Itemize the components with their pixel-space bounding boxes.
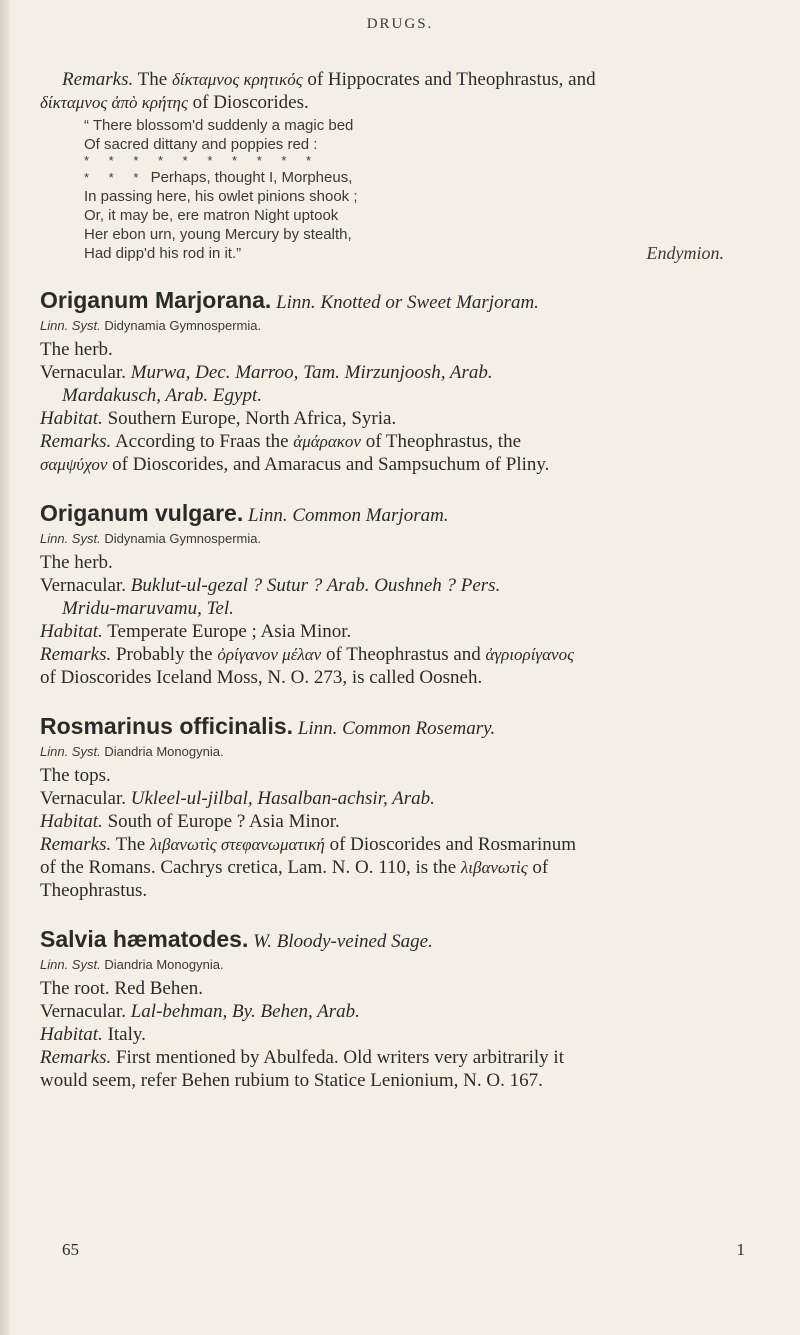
- greek-term: λιβανωτὶς στεφανωματική: [149, 835, 325, 854]
- greek-term: σαμψύχον: [40, 455, 108, 474]
- greek-term: δίκταμνος ἀπὸ κρήτης: [40, 93, 188, 112]
- intro-remarks: Remarks. The δίκταμνος κρητικός of Hippocrates and Theophrastus, and δίκταμνος ἀπὸ κρήτης of Dioscorides. “ There blossom'd suddenly a magic bed Of sacred dittany and poppies red : * * * * * * * * * * * * * Perhaps, thought I, Morpheus, In passing here, his owlet pinions shook ; Or, it may be, ere matron Night uptook Her ebon urn, young Mercury by stealth, Had dipp'd his rod in it.” Endymion.: [40, 68, 775, 263]
- entry-origanum-marjorana: Origanum Marjorana. Linn. Knotted or Sweet Marjoram. Linn. Syst. Didynamia Gymnospermia. The herb. Vernacular. Murwa, Dec. Marroo, Tam. Mirzunjoosh, Arab. Mardakusch, Arab. Egypt. Habitat. Southern Europe, North Africa, Syria. Remarks. According to Fraas the ἀμάρακον of Theophrastus, the σαμψύχον of Dioscorides, and Amaracus and Sampsuchum of Pliny.: [40, 289, 775, 476]
- poem-quote: “ There blossom'd suddenly a magic bed Of sacred dittany and poppies red : * * * * * * * * * * * * * Perhaps, thought I, Morpheus, In passing here, his owlet pinions shook ; Or, it may be, ere matron Night uptook Her ebon urn, young Mercury by stealth, Had dipp'd his rod in it.” Endymion.: [84, 117, 724, 263]
- greek-term: δίκταμνος κρητικός: [171, 70, 303, 89]
- linnaean-system: Linn. Syst. Diandria Monogynia.: [40, 744, 224, 759]
- running-head: DRUGS.: [366, 16, 434, 32]
- remarks-label: Remarks.: [62, 69, 134, 90]
- entry-salvia-haematodes: Salvia hæmatodes. W. Bloody-veined Sage. Linn. Syst. Diandria Monogynia. The root. Red Behen. Vernacular. Lal-behman, By. Behen, Arab. Habitat. Italy. Remarks. First mentioned by Abulfeda. Old writers very arbitrarily it would seem, refer Behen rubium to Statice Lenionium, N. O. 167.: [40, 928, 775, 1092]
- greek-term: λιβανωτὶς: [460, 858, 528, 877]
- linnaean-system: Linn. Syst. Diandria Monogynia.: [40, 957, 224, 972]
- entry-title: Origanum Marjorana.: [40, 287, 272, 313]
- entry-title: Origanum vulgare.: [40, 500, 244, 526]
- common-name: Common Rosemary.: [342, 718, 496, 739]
- greek-term: ἀμάρακον: [293, 432, 361, 451]
- quote-citation: Endymion.: [646, 243, 724, 263]
- common-name: Common Marjoram.: [292, 505, 449, 526]
- entry-title: Salvia hæmatodes.: [40, 926, 249, 952]
- linnaean-system: Linn. Syst. Didynamia Gymnospermia.: [40, 318, 262, 333]
- page-body: [40, 68, 775, 1092]
- entry-title: Rosmarinus officinalis.: [40, 713, 294, 739]
- common-name: Knotted or Sweet Marjoram.: [320, 292, 539, 313]
- common-name: Bloody-veined Sage.: [276, 931, 433, 952]
- entry-rosmarinus-officinalis: Rosmarinus officinalis. Linn. Common Rosemary. Linn. Syst. Diandria Monogynia. The tops. Vernacular. Ukleel-ul-jilbal, Hasalban-achsir, Arab. Habitat. South of Europe ? Asia Minor. Remarks. The λιβανωτὶς στεφανωματική of Dioscorides and Rosmarinum of the Romans. Cachrys cretica, Lam. N. O. 110, is the λιβανωτὶς of Theophrastus.: [40, 715, 775, 902]
- greek-term: ὀρίγανον μέλαν: [217, 645, 322, 664]
- greek-term: ἀγριορίγανος: [485, 645, 574, 664]
- entry-origanum-vulgare: Origanum vulgare. Linn. Common Marjoram. Linn. Syst. Didynamia Gymnospermia. The herb. Vernacular. Buklut-ul-gezal ? Sutur ? Arab. Oushneh ? Pers. Mridu-maruvamu, Tel. Habitat. Temperate Europe ; Asia Minor. Remarks. Probably the ὀρίγανον μέλαν of Theophrastus and ἀγριορίγανος of Dioscorides Iceland Moss, N. O. 273, is called Oosneh.: [40, 502, 775, 689]
- linnaean-system: Linn. Syst. Didynamia Gymnospermia.: [40, 531, 262, 546]
- page-footer: [40, 1240, 775, 1260]
- page-edge: [0, 0, 10, 1335]
- sheet-number: 1: [736, 1240, 745, 1259]
- signature-mark: 65: [62, 1240, 79, 1259]
